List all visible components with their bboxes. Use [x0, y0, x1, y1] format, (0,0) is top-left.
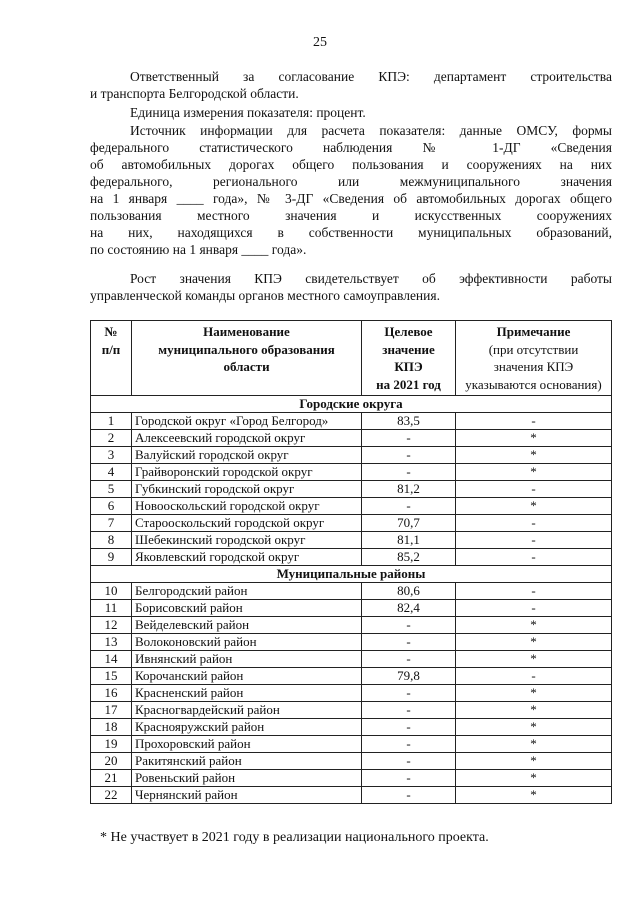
table-row	[91, 719, 612, 736]
row-name: Шебекинский городской округ	[132, 532, 362, 549]
table-row	[91, 600, 612, 617]
row-note: *	[456, 464, 612, 481]
table-row	[91, 447, 612, 464]
row-note: -	[456, 549, 612, 566]
row-name: Ровеньский район	[132, 770, 362, 787]
row-number: 3	[91, 447, 132, 464]
row-target-value: 81,1	[362, 532, 456, 549]
row-note: *	[456, 719, 612, 736]
row-note: *	[456, 447, 612, 464]
row-name: Яковлевский городской округ	[132, 549, 362, 566]
row-name: Губкинский городской округ	[132, 481, 362, 498]
row-number: 2	[91, 430, 132, 447]
table-row	[91, 736, 612, 753]
section-title: Муниципальные районы	[91, 566, 612, 583]
row-note: -	[456, 481, 612, 498]
paragraph-line: по состоянию на 1 января ____ года».	[90, 242, 307, 257]
row-name: Красненский район	[132, 685, 362, 702]
paragraph-line: Источник информации для расчета показателя: данные ОМСУ, формы	[130, 123, 612, 138]
row-target-value: 70,7	[362, 515, 456, 532]
paragraph-line: на 1 января ____ года», № 3-ДГ «Сведения об автомобильных дорогах общего	[90, 191, 612, 206]
row-target-value: -	[362, 498, 456, 515]
row-number: 22	[91, 787, 132, 804]
table-row	[91, 651, 612, 668]
section-row	[91, 396, 612, 413]
table-row	[91, 549, 612, 566]
paragraph-line: об автомобильных дорогах общего пользования и сооружениях на них	[90, 157, 612, 172]
row-note: *	[456, 736, 612, 753]
row-note: *	[456, 617, 612, 634]
header-target: Целевое значение КПЭ на 2021 год	[362, 321, 456, 396]
row-number: 14	[91, 651, 132, 668]
row-target-value: -	[362, 651, 456, 668]
row-name: Алексеевский городской округ	[132, 430, 362, 447]
row-target-value: -	[362, 634, 456, 651]
kpi-table	[90, 320, 612, 804]
paragraph-unit	[90, 104, 612, 121]
row-note: -	[456, 583, 612, 600]
row-name: Борисовский район	[132, 600, 362, 617]
paragraph-line: пользования местного значения и искусственных сооружениях	[90, 208, 612, 223]
row-number: 18	[91, 719, 132, 736]
paragraph-source	[90, 122, 612, 258]
table-row	[91, 668, 612, 685]
row-target-value: 82,4	[362, 600, 456, 617]
row-number: 12	[91, 617, 132, 634]
row-target-value: -	[362, 736, 456, 753]
table-row	[91, 430, 612, 447]
row-number: 6	[91, 498, 132, 515]
row-note: -	[456, 413, 612, 430]
table-row	[91, 515, 612, 532]
section-title: Городские округа	[91, 396, 612, 413]
row-name: Корочанский район	[132, 668, 362, 685]
table-row	[91, 617, 612, 634]
row-target-value: 79,8	[362, 668, 456, 685]
paragraph-line: на них, находящихся в собственности муниципальных образований,	[90, 225, 612, 240]
row-note: *	[456, 634, 612, 651]
row-note: -	[456, 532, 612, 549]
row-name: Вейделевский район	[132, 617, 362, 634]
row-note: *	[456, 787, 612, 804]
paragraph-line: Рост значения КПЭ свидетельствует об эффективности работы	[130, 271, 612, 286]
row-name: Прохоровский район	[132, 736, 362, 753]
row-number: 1	[91, 413, 132, 430]
row-name: Старооскольский городской округ	[132, 515, 362, 532]
row-target-value: 83,5	[362, 413, 456, 430]
row-number: 19	[91, 736, 132, 753]
paragraph-line: управленческой команды органов местного самоуправления.	[90, 288, 440, 303]
paragraph-responsible	[90, 68, 612, 102]
table-row	[91, 753, 612, 770]
paragraph-growth	[90, 270, 612, 304]
table-row	[91, 481, 612, 498]
table-header-row	[91, 321, 612, 396]
row-name: Белгородский район	[132, 583, 362, 600]
row-name: Ивнянский район	[132, 651, 362, 668]
table-row	[91, 413, 612, 430]
table-row	[91, 634, 612, 651]
row-number: 4	[91, 464, 132, 481]
section-row	[91, 566, 612, 583]
row-number: 21	[91, 770, 132, 787]
row-note: *	[456, 498, 612, 515]
header-note: Примечание (при отсутствии значения КПЭ указываются основания)	[456, 321, 612, 396]
header-number: № п/п	[91, 321, 132, 396]
row-name: Ракитянский район	[132, 753, 362, 770]
row-target-value: -	[362, 447, 456, 464]
row-note: -	[456, 515, 612, 532]
row-number: 17	[91, 702, 132, 719]
paragraph-line: и транспорта Белгородской области.	[90, 86, 299, 101]
table-row	[91, 464, 612, 481]
row-target-value: -	[362, 753, 456, 770]
row-note: *	[456, 430, 612, 447]
table-row	[91, 685, 612, 702]
row-note: -	[456, 600, 612, 617]
row-number: 13	[91, 634, 132, 651]
row-number: 20	[91, 753, 132, 770]
row-number: 9	[91, 549, 132, 566]
paragraph-line: Единица измерения показателя: процент.	[130, 105, 366, 120]
row-note: *	[456, 685, 612, 702]
row-target-value: -	[362, 702, 456, 719]
row-name: Новооскольский городской округ	[132, 498, 362, 515]
row-note: -	[456, 668, 612, 685]
header-name: Наименование муниципального образования области	[132, 321, 362, 396]
row-number: 10	[91, 583, 132, 600]
table-row	[91, 702, 612, 719]
page-number: 25	[313, 35, 327, 50]
row-target-value: -	[362, 464, 456, 481]
row-number: 11	[91, 600, 132, 617]
row-note: *	[456, 702, 612, 719]
row-number: 8	[91, 532, 132, 549]
table-row	[91, 498, 612, 515]
paragraph-line: Ответственный за согласование КПЭ: департамент строительства	[130, 69, 612, 84]
row-number: 15	[91, 668, 132, 685]
row-name: Городской округ «Город Белгород»	[132, 413, 362, 430]
row-name: Валуйский городской округ	[132, 447, 362, 464]
table-row	[91, 532, 612, 549]
row-note: *	[456, 753, 612, 770]
table-row	[91, 583, 612, 600]
row-name: Красногвардейский район	[132, 702, 362, 719]
row-target-value: -	[362, 770, 456, 787]
row-number: 7	[91, 515, 132, 532]
paragraph-line: федерального, регионального или межмуниципального значения	[90, 174, 612, 189]
row-target-value: 80,6	[362, 583, 456, 600]
paragraph-line: федерального статистического наблюдения № 1-ДГ «Сведения	[90, 140, 612, 155]
row-target-value: -	[362, 430, 456, 447]
row-number: 16	[91, 685, 132, 702]
row-note: *	[456, 770, 612, 787]
row-target-value: -	[362, 787, 456, 804]
row-name: Волоконовский район	[132, 634, 362, 651]
row-number: 5	[91, 481, 132, 498]
table-row	[91, 770, 612, 787]
row-name: Краснояружский район	[132, 719, 362, 736]
row-name: Чернянский район	[132, 787, 362, 804]
row-name: Грайворонский городской округ	[132, 464, 362, 481]
footnote: * Не участвует в 2021 году в реализации национального проекта.	[100, 830, 489, 845]
row-target-value: 81,2	[362, 481, 456, 498]
table-row	[91, 787, 612, 804]
row-target-value: -	[362, 617, 456, 634]
row-target-value: -	[362, 685, 456, 702]
row-target-value: -	[362, 719, 456, 736]
row-note: *	[456, 651, 612, 668]
row-target-value: 85,2	[362, 549, 456, 566]
